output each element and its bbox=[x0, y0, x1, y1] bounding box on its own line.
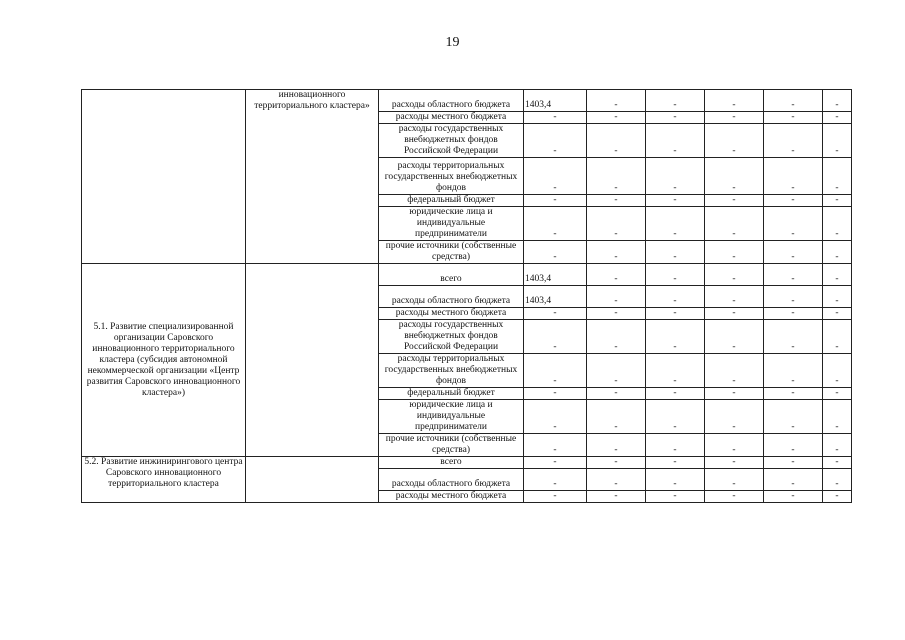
value-cell: - bbox=[587, 491, 646, 503]
value-cell: - bbox=[823, 241, 852, 264]
value-cell: - bbox=[764, 308, 823, 320]
value-cell: - bbox=[764, 320, 823, 354]
value-cell: - bbox=[524, 195, 587, 207]
value-cell: - bbox=[705, 434, 764, 457]
value-cell: - bbox=[823, 264, 852, 286]
value-cell: - bbox=[587, 354, 646, 388]
program-cell: 5.2. Развитие инжинирингового центра Саровского инновационного территориального кластера bbox=[82, 457, 246, 503]
value-cell: - bbox=[823, 388, 852, 400]
value-cell: - bbox=[646, 195, 705, 207]
value-cell: - bbox=[646, 320, 705, 354]
value-cell: 1403,4 bbox=[524, 264, 587, 286]
value-cell: - bbox=[524, 434, 587, 457]
budget-table bbox=[81, 89, 852, 503]
value-cell: - bbox=[524, 158, 587, 195]
value-cell: - bbox=[587, 457, 646, 469]
value-cell: - bbox=[646, 469, 705, 491]
value-cell: - bbox=[587, 400, 646, 434]
value-cell: - bbox=[705, 90, 764, 112]
value-cell: - bbox=[705, 457, 764, 469]
funding-source-cell: федеральный бюджет bbox=[379, 195, 524, 207]
value-cell: - bbox=[646, 124, 705, 158]
value-cell: - bbox=[705, 264, 764, 286]
value-cell: - bbox=[705, 124, 764, 158]
value-cell: - bbox=[587, 434, 646, 457]
value-cell: - bbox=[705, 469, 764, 491]
value-cell: - bbox=[587, 286, 646, 308]
value-cell: - bbox=[764, 286, 823, 308]
value-cell: - bbox=[764, 400, 823, 434]
value-cell: - bbox=[705, 158, 764, 195]
value-cell: - bbox=[587, 124, 646, 158]
value-cell: - bbox=[524, 457, 587, 469]
value-cell: - bbox=[705, 400, 764, 434]
value-cell: - bbox=[823, 286, 852, 308]
page-number: 19 bbox=[445, 35, 460, 50]
funding-source-cell: расходы областного бюджета bbox=[379, 90, 524, 112]
funding-source-cell: расходы территориальных государственных внебюджетных фондов bbox=[379, 158, 524, 195]
program-cell: 5.1. Развитие специализированной организации Саровского инновационного территориального кластера (субсидия автономной некоммерческой организации «Центр развития Саровского инновационного кластера») bbox=[82, 264, 246, 457]
value-cell: - bbox=[524, 400, 587, 434]
value-cell: - bbox=[646, 308, 705, 320]
value-cell: - bbox=[587, 308, 646, 320]
funding-source-cell: расходы областного бюджета bbox=[379, 469, 524, 491]
table-row bbox=[82, 90, 852, 112]
value-cell: - bbox=[646, 158, 705, 195]
funding-source-cell: юридические лица и индивидуальные предприниматели bbox=[379, 400, 524, 434]
value-cell: - bbox=[646, 286, 705, 308]
value-cell: - bbox=[705, 207, 764, 241]
funding-source-cell: расходы местного бюджета bbox=[379, 308, 524, 320]
value-cell: - bbox=[764, 124, 823, 158]
value-cell: - bbox=[524, 124, 587, 158]
value-cell: - bbox=[764, 491, 823, 503]
value-cell: - bbox=[764, 469, 823, 491]
value-cell: - bbox=[646, 112, 705, 124]
value-cell: - bbox=[646, 434, 705, 457]
value-cell: - bbox=[587, 90, 646, 112]
value-cell: - bbox=[764, 457, 823, 469]
value-cell: - bbox=[705, 388, 764, 400]
funding-source-cell: прочие источники (собственные средства) bbox=[379, 434, 524, 457]
value-cell: - bbox=[705, 195, 764, 207]
value-cell: - bbox=[705, 286, 764, 308]
value-cell: - bbox=[587, 388, 646, 400]
value-cell: - bbox=[764, 264, 823, 286]
funding-source-cell: расходы государственных внебюджетных фондов Российской Федерации bbox=[379, 124, 524, 158]
value-cell: - bbox=[524, 241, 587, 264]
funding-source-cell: прочие источники (собственные средства) bbox=[379, 241, 524, 264]
funding-source-cell: федеральный бюджет bbox=[379, 388, 524, 400]
value-cell: - bbox=[524, 491, 587, 503]
value-cell: - bbox=[764, 158, 823, 195]
value-cell: - bbox=[705, 491, 764, 503]
value-cell: - bbox=[524, 320, 587, 354]
value-cell: - bbox=[705, 112, 764, 124]
table-row bbox=[82, 264, 852, 286]
value-cell: - bbox=[524, 469, 587, 491]
value-cell: - bbox=[646, 388, 705, 400]
value-cell: - bbox=[524, 207, 587, 241]
value-cell: 1403,4 bbox=[524, 90, 587, 112]
funding-source-cell: расходы территориальных государственных внебюджетных фондов bbox=[379, 354, 524, 388]
program-cell bbox=[82, 90, 246, 264]
funding-source-cell: расходы областного бюджета bbox=[379, 286, 524, 308]
value-cell: - bbox=[587, 264, 646, 286]
value-cell: - bbox=[823, 90, 852, 112]
value-cell: - bbox=[646, 207, 705, 241]
executor-cell: инновационного территориального кластера» bbox=[246, 90, 379, 264]
value-cell: - bbox=[524, 308, 587, 320]
executor-cell bbox=[246, 264, 379, 457]
value-cell: - bbox=[587, 320, 646, 354]
value-cell: - bbox=[524, 354, 587, 388]
value-cell: - bbox=[705, 308, 764, 320]
value-cell: - bbox=[646, 400, 705, 434]
value-cell: - bbox=[764, 434, 823, 457]
value-cell: - bbox=[705, 241, 764, 264]
value-cell: - bbox=[587, 241, 646, 264]
value-cell: - bbox=[823, 124, 852, 158]
value-cell: - bbox=[646, 491, 705, 503]
value-cell: - bbox=[764, 354, 823, 388]
value-cell: - bbox=[764, 241, 823, 264]
funding-source-cell: расходы местного бюджета bbox=[379, 112, 524, 124]
value-cell: - bbox=[764, 207, 823, 241]
value-cell: - bbox=[705, 320, 764, 354]
value-cell: - bbox=[646, 457, 705, 469]
value-cell: - bbox=[764, 388, 823, 400]
value-cell: - bbox=[823, 308, 852, 320]
funding-source-cell: расходы местного бюджета bbox=[379, 491, 524, 503]
value-cell: - bbox=[823, 434, 852, 457]
value-cell: - bbox=[524, 112, 587, 124]
value-cell: - bbox=[823, 195, 852, 207]
value-cell: - bbox=[524, 388, 587, 400]
value-cell: - bbox=[764, 112, 823, 124]
value-cell: 1403,4 bbox=[524, 286, 587, 308]
table-row bbox=[82, 457, 852, 469]
value-cell: - bbox=[823, 469, 852, 491]
value-cell: - bbox=[823, 112, 852, 124]
value-cell: - bbox=[587, 112, 646, 124]
value-cell: - bbox=[587, 207, 646, 241]
executor-cell bbox=[246, 457, 379, 503]
value-cell: - bbox=[764, 90, 823, 112]
value-cell: - bbox=[705, 354, 764, 388]
funding-source-cell: всего bbox=[379, 457, 524, 469]
funding-source-cell: расходы государственных внебюджетных фондов Российской Федерации bbox=[379, 320, 524, 354]
funding-source-cell: всего bbox=[379, 264, 524, 286]
value-cell: - bbox=[823, 207, 852, 241]
value-cell: - bbox=[823, 320, 852, 354]
value-cell: - bbox=[646, 90, 705, 112]
value-cell: - bbox=[646, 354, 705, 388]
value-cell: - bbox=[646, 241, 705, 264]
value-cell: - bbox=[764, 195, 823, 207]
value-cell: - bbox=[823, 354, 852, 388]
value-cell: - bbox=[823, 457, 852, 469]
value-cell: - bbox=[823, 158, 852, 195]
value-cell: - bbox=[646, 264, 705, 286]
value-cell: - bbox=[587, 195, 646, 207]
funding-source-cell: юридические лица и индивидуальные предприниматели bbox=[379, 207, 524, 241]
value-cell: - bbox=[823, 400, 852, 434]
value-cell: - bbox=[823, 491, 852, 503]
value-cell: - bbox=[587, 158, 646, 195]
value-cell: - bbox=[587, 469, 646, 491]
